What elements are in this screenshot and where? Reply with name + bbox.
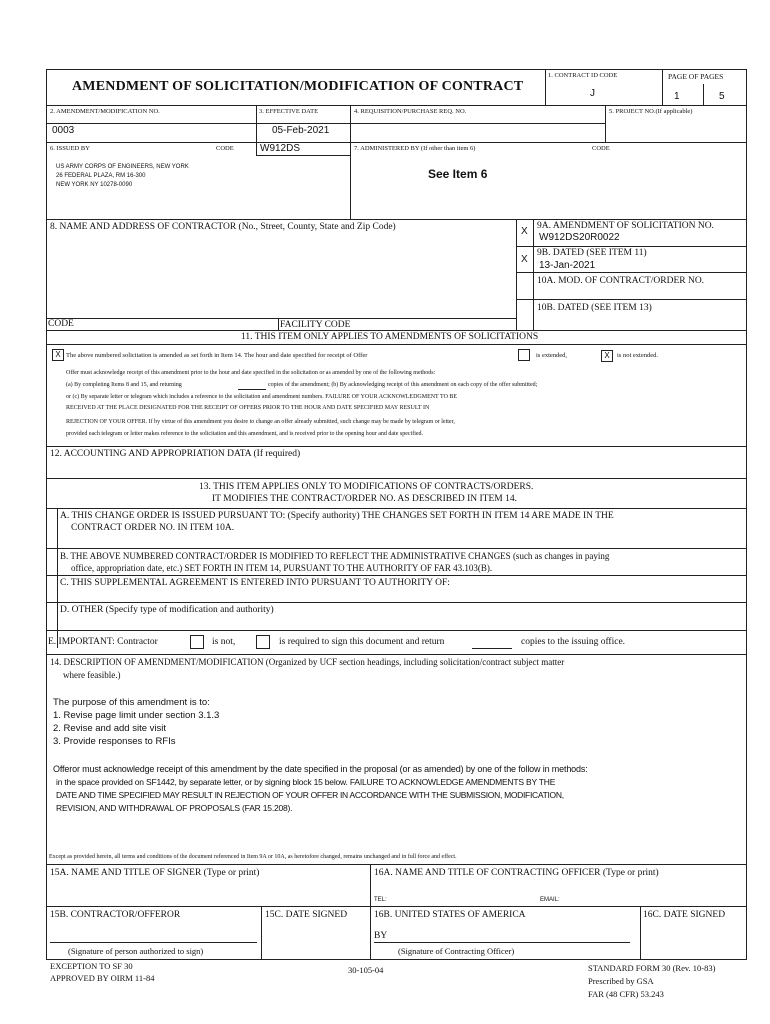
contractor-code-label: CODE — [48, 319, 74, 329]
issued-by-address-line-3: NEW YORK NY 10278-0090 — [56, 182, 133, 188]
item2-label: 2. AMENDMENT/MODIFICATION NO. — [50, 108, 160, 115]
item14-body-1: 1. Revise page limit under section 3.1.3 — [53, 710, 220, 721]
item9a-mark[interactable]: X — [521, 226, 528, 237]
item11-amended-checkbox[interactable] — [52, 349, 64, 361]
footer-right-2: Prescribed by GSA — [588, 976, 654, 986]
issued-by-address-line-2: 26 FEDERAL PLAZA, RM 16-300 — [56, 173, 146, 179]
item11-is-not-extended: is not extended. — [617, 352, 658, 359]
footer-right-1: STANDARD FORM 30 (Rev. 10-83) — [588, 963, 716, 973]
item14-para-2: DATE AND TIME SPECIFIED MAY RESULT IN REJECTION OF YOUR OFFER IN ACCORDANCE WITH THE SUBMISSION, MODIFICATION, — [56, 790, 564, 800]
item14-para-0: Offeror must acknowledge receipt of this amendment by the date specified in the proposal (or as amended) by one of the follow in methods: — [53, 764, 588, 774]
item14-except: Except as provided herein, all terms and conditions of the document referenced in Item 9A or 10A, as heretofore changed, remains unchanged and in full force and effect. — [49, 854, 457, 860]
itemE-copies-blank[interactable] — [472, 648, 512, 649]
item16a-label: 16A. NAME AND TITLE OF CONTRACTING OFFICER (Type or print) — [374, 868, 659, 878]
item16b-by: BY — [374, 931, 388, 941]
page-number[interactable]: 1 — [674, 91, 680, 102]
item15b-signature-caption: (Signature of person authorized to sign) — [68, 946, 204, 956]
item11-heading: 11. THIS ITEM ONLY APPLIES TO AMENDMENTS OF SOLICITATIONS — [241, 332, 539, 342]
administered-by-value[interactable]: See Item 6 — [428, 167, 488, 181]
item4-label: 4. REQUISITION/PURCHASE REQ. NO. — [354, 108, 467, 115]
item13-heading-1: 13. THIS ITEM APPLIES ONLY TO MODIFICATIONS OF CONTRACTS/ORDERS. — [199, 482, 534, 492]
item11-copies-blank[interactable] — [238, 389, 266, 390]
item13-a-line1: A. THIS CHANGE ORDER IS ISSUED PURSUANT TO: (Specify authority) THE CHANGES SET FORTH IN ITEM 14 ARE MADE IN THE — [60, 511, 614, 521]
form-title: AMENDMENT OF SOLICITATION/MODIFICATION OF CONTRACT — [72, 79, 524, 94]
footer-center: 30-105-04 — [348, 965, 384, 975]
contractor-signature-line[interactable] — [50, 942, 257, 943]
item11-amended-mark: X — [55, 350, 61, 359]
item11-para-3: or (c) By separate letter or telegram which includes a reference to the solicitation and amendment numbers. FAILURE OF YOUR ACKNOWLEDGMENT TO BE — [66, 394, 458, 400]
item11-para-4: RECEIVED AT THE PLACE DESIGNATED FOR THE RECEIPT OF OFFERS PRIOR TO THE HOUR AND DATE SPECIFIED MAY RESULT IN — [66, 405, 430, 411]
item6-label: 6. ISSUED BY — [50, 145, 90, 152]
item15a-label: 15A. NAME AND TITLE OF SIGNER (Type or print) — [50, 868, 260, 878]
contracting-officer-signature-line[interactable] — [374, 942, 630, 943]
item14-body-2: 2. Revise and add site visit — [53, 723, 167, 734]
itemE-copies: copies to the issuing office. — [521, 637, 626, 647]
amendment-number-field[interactable]: 0003 — [52, 125, 75, 136]
item13-a-line2: CONTRACT ORDER NO. IN ITEM 10A. — [71, 523, 235, 533]
itemE-is-not: is not, — [212, 637, 236, 647]
item16a-tel: TEL: — [374, 897, 387, 903]
item13-d: D. OTHER (Specify type of modification and authority) — [60, 605, 274, 615]
item14-para-1: in the space provided on SF1442, by separate letter, or by signing block 15 below. FAILURE TO ACKNOWLEDGE AMENDMENTS BY THE — [56, 777, 556, 787]
item16c-label: 16C. DATE SIGNED — [643, 910, 726, 920]
item5-label: 5. PROJECT NO.(If applicable) — [609, 108, 693, 115]
total-pages[interactable]: 5 — [719, 91, 725, 102]
item11-para-1: (a) By completing Items 8 and 15, and returning — [66, 382, 182, 388]
item16b-label: 16B. UNITED STATES OF AMERICA — [374, 910, 526, 920]
issued-by-address-line-1: US ARMY CORPS OF ENGINEERS, NEW YORK — [56, 164, 189, 170]
item14-para-3: REVISION, AND WITHDRAWAL OF PROPOSALS (FAR 15.208). — [56, 803, 293, 813]
item7-code-label: CODE — [592, 145, 610, 152]
item14-body-3: 3. Provide responses to RFIs — [53, 736, 176, 747]
item11-line1: The above numbered solicitation is amended as set forth in Item 14. The hour and date specified for receipt of Offer — [66, 352, 368, 359]
itemE-is-required-checkbox[interactable] — [256, 635, 270, 649]
item15c-label: 15C. DATE SIGNED — [265, 910, 348, 920]
facility-code-label: FACILITY CODE — [280, 320, 351, 330]
item10a-label: 10A. MOD. OF CONTRACT/ORDER NO. — [537, 276, 705, 286]
page-of-pages-label: PAGE OF PAGES — [668, 72, 724, 81]
itemE-required: is required to sign this document and return — [279, 637, 445, 647]
item10b-label: 10B. DATED (SEE ITEM 13) — [537, 303, 652, 313]
effective-date-field[interactable]: 05-Feb-2021 — [272, 125, 330, 136]
contract-id-code-label: 1. CONTRACT ID CODE — [548, 72, 618, 79]
item11-not-extended-mark: X — [604, 351, 610, 360]
item11-para-0: Offer must acknowledge receipt of this amendment prior to the hour and date specified in the solicitation or as amended by one of the following methods: — [66, 370, 436, 376]
item16b-signature-caption: (Signature of Contracting Officer) — [398, 946, 515, 956]
footer-left-2: APPROVED BY OIRM 11-84 — [50, 973, 155, 983]
item7-label: 7. ADMINISTERED BY (If other than item 6) — [354, 145, 476, 152]
item11-para-5: REJECTION OF YOUR OFFER. If by virtue of this amendment you desire to change an offer already submitted, such change may be made by telegram or letter, — [66, 419, 455, 425]
item15b-label: 15B. CONTRACTOR/OFFEROR — [50, 910, 181, 920]
issued-by-code-field[interactable]: W912DS — [260, 143, 301, 154]
item13-b-line2: office, appropriation date, etc.) SET FORTH IN ITEM 14, PURSUANT TO THE AUTHORITY OF FAR 43.103(B). — [71, 563, 493, 573]
contract-id-code-value[interactable]: J — [590, 88, 595, 99]
item11-extended-checkbox[interactable] — [518, 349, 530, 361]
item14-label-1: 14. DESCRIPTION OF AMENDMENT/MODIFICATION (Organized by UCF section headings, including solicitation/contract subject matter — [50, 657, 565, 667]
item13-heading-2: IT MODIFIES THE CONTRACT/ORDER NO. AS DESCRIBED IN ITEM 14. — [212, 494, 517, 504]
item11-para-6: provided each telegram or letter makes reference to the solicitation and this amendment, and is received prior to the opening hour and date specified. — [66, 431, 424, 437]
item14-body-0: The purpose of this amendment is to: — [53, 697, 210, 708]
item3-label: 3. EFFECTIVE DATE — [259, 108, 319, 115]
item9b-mark[interactable]: X — [521, 254, 528, 265]
item13-b-line1: B. THE ABOVE NUMBERED CONTRACT/ORDER IS MODIFIED TO REFLECT THE ADMINISTRATIVE CHANGES (such as changes in paying — [60, 551, 610, 561]
item9a-label: 9A. AMENDMENT OF SOLICITATION NO. — [537, 221, 714, 231]
solicitation-date-field[interactable]: 13-Jan-2021 — [539, 260, 596, 271]
item12-label: 12. ACCOUNTING AND APPROPRIATION DATA (If required) — [50, 449, 301, 459]
item9b-label: 9B. DATED (SEE ITEM 11) — [537, 248, 647, 258]
item11-not-extended-checkbox[interactable] — [601, 350, 613, 362]
footer-left-1: EXCEPTION TO SF 30 — [50, 961, 133, 971]
solicitation-number-field[interactable]: W912DS20R0022 — [539, 232, 620, 243]
item11-is-extended: is extended, — [536, 352, 568, 359]
item6-code-label: CODE — [216, 145, 234, 152]
footer-right-3: FAR (48 CFR) 53.243 — [588, 989, 664, 999]
item14-label-2: where feasible.) — [63, 670, 121, 680]
item16a-email: EMAIL: — [540, 897, 560, 903]
itemE-is-not-checkbox[interactable] — [190, 635, 204, 649]
item8-label: 8. NAME AND ADDRESS OF CONTRACTOR (No., Street, County, State and Zip Code) — [50, 222, 396, 232]
itemE-label: E. IMPORTANT: Contractor — [48, 637, 158, 647]
item13-c: C. THIS SUPPLEMENTAL AGREEMENT IS ENTERED INTO PURSUANT TO AUTHORITY OF: — [60, 578, 450, 588]
item11-para-2: copies of the amendment; (b) By acknowledging receipt of this amendment on each copy of the offer submitted; — [268, 382, 538, 388]
